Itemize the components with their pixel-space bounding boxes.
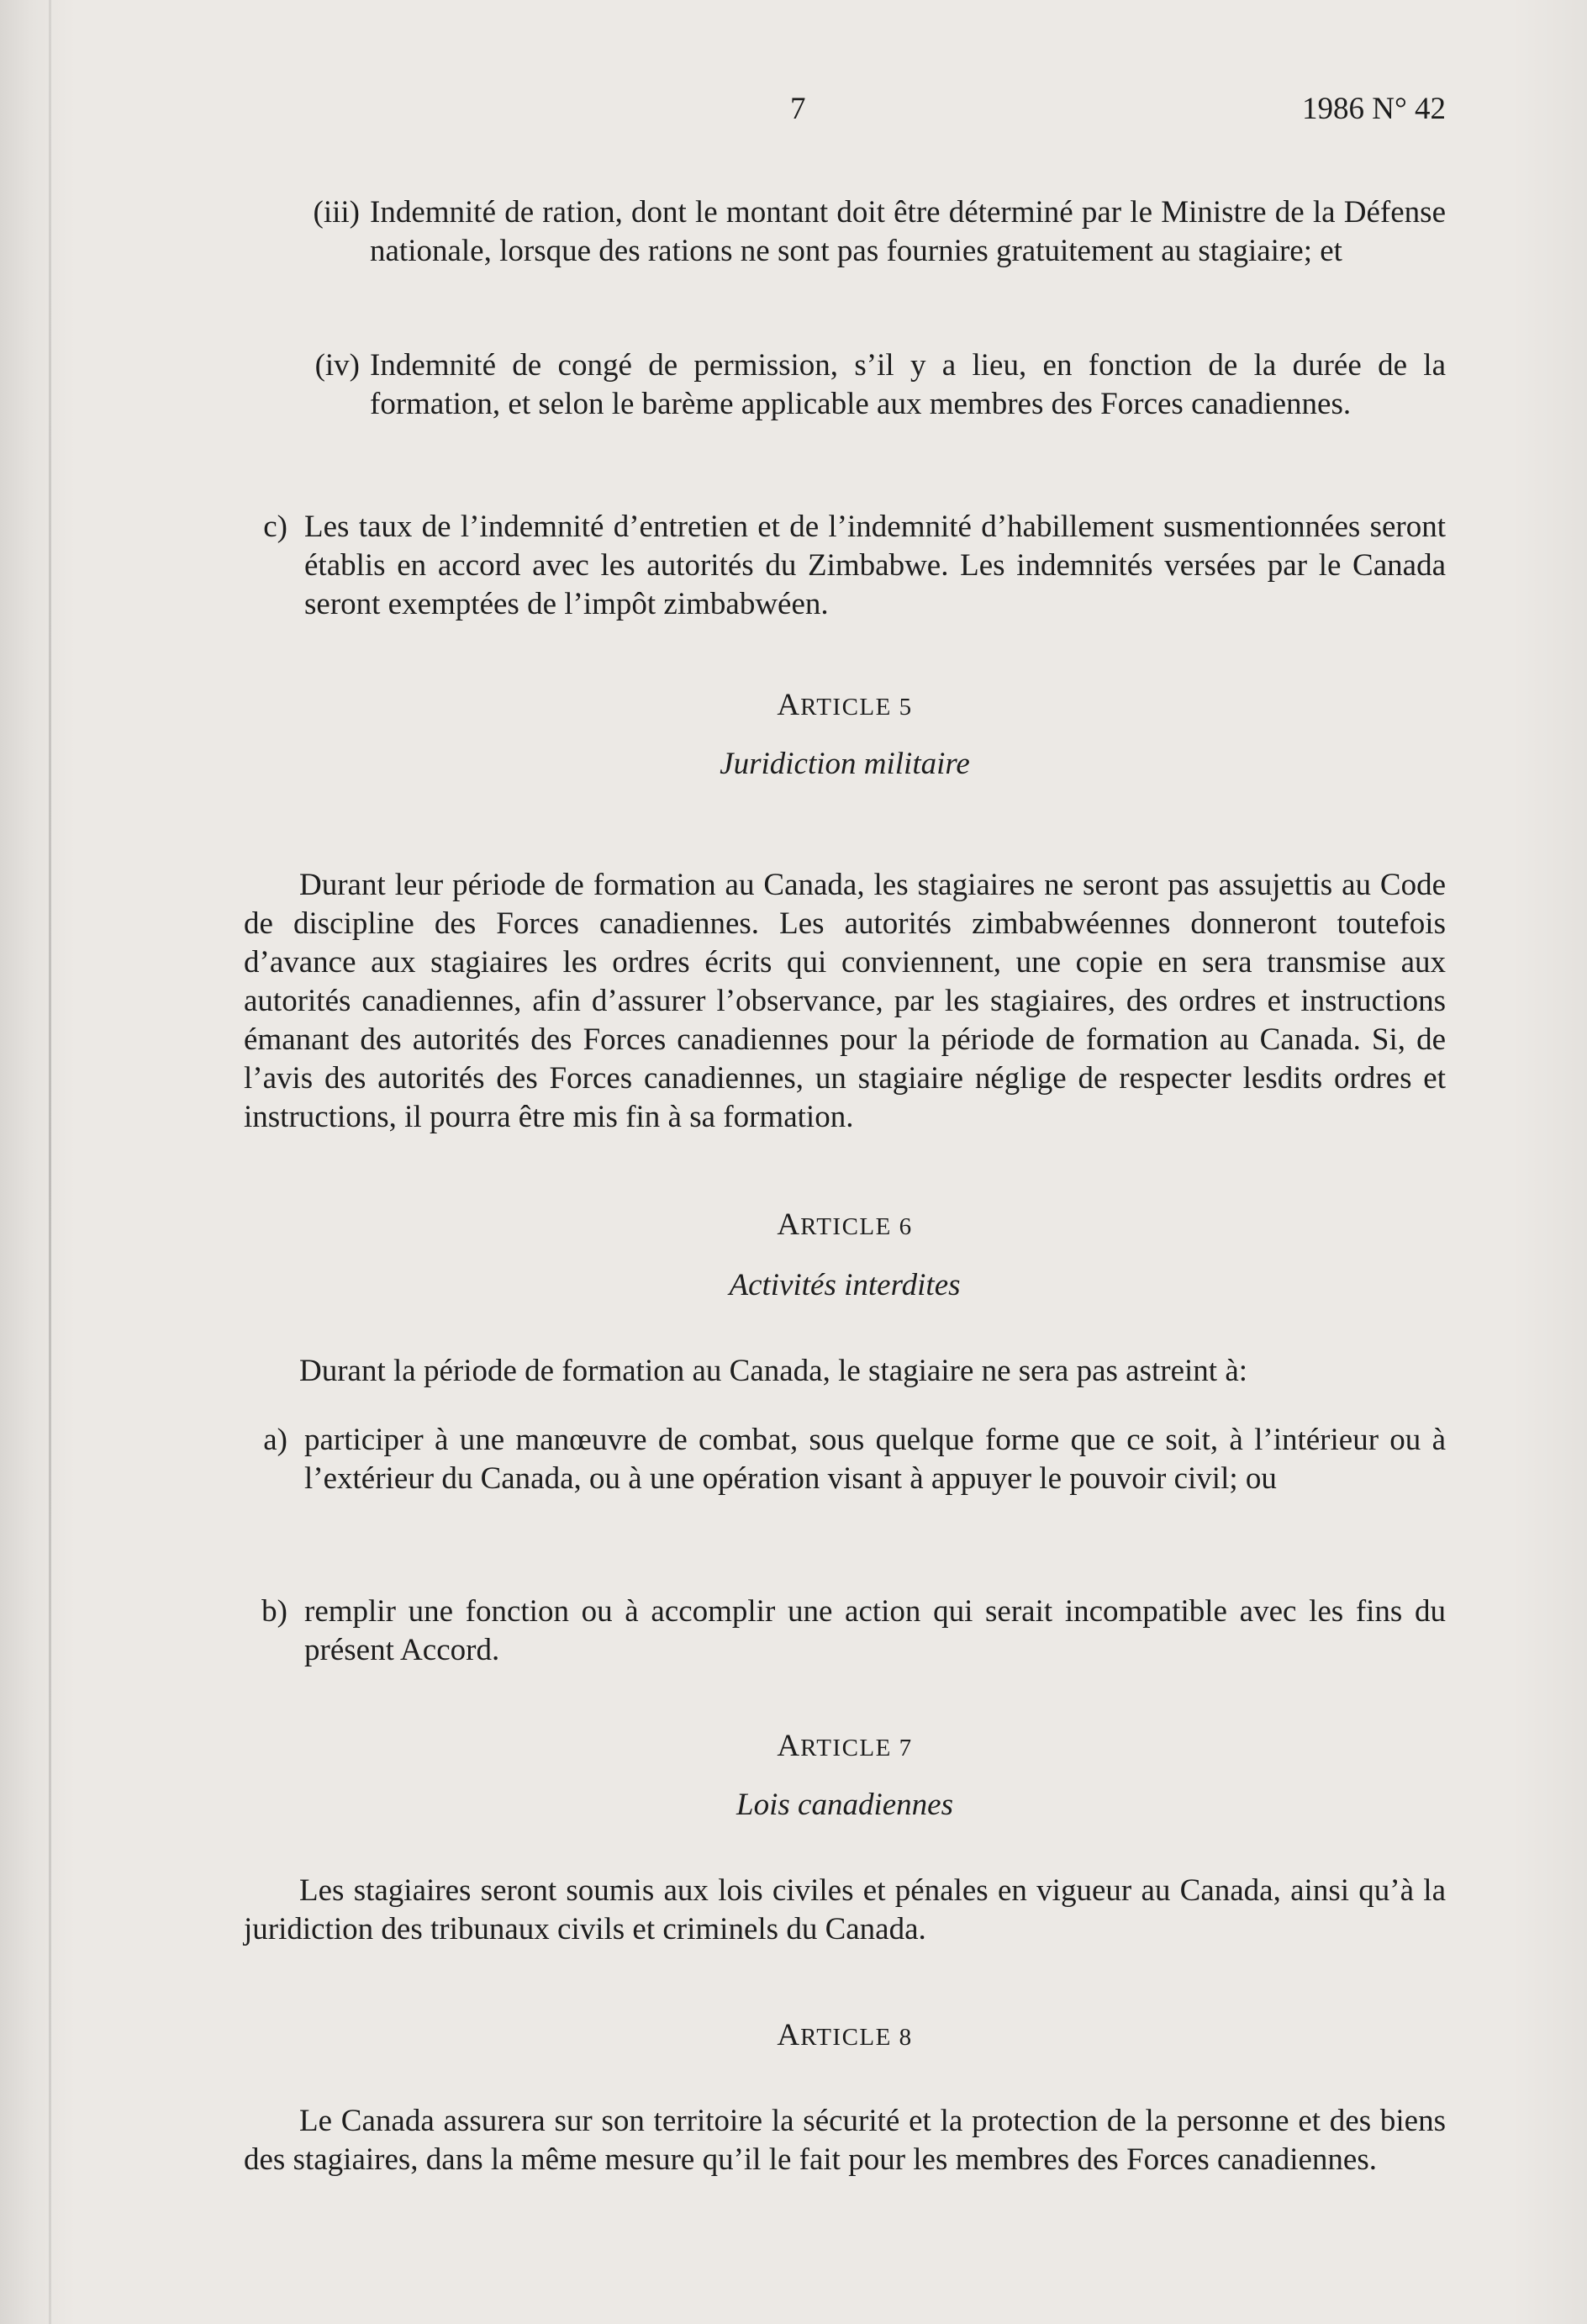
page-header: [244, 91, 1446, 133]
list-item-text: Les taux de l’indemnité d’entretien et de l’indemnité d’habillement susmentionnées seront établis en accord avec les autorités du Zimbabwe. Les indemnités versées par le Canada seront exemptées de l’impôt zimbabwéen.: [304, 510, 1446, 621]
list-item-label: c): [263, 510, 287, 544]
binding-gutter: [49, 0, 51, 2324]
document-reference: 1986 N° 42: [1301, 92, 1446, 126]
list-item-a: [244, 1421, 1446, 1498]
article-7-body: Les stagiaires seront soumis aux lois civiles et pénales en vigueur au Canada, ainsi qu’à la juridiction des tribunaux civils et criminels du Canada.: [244, 1873, 1446, 1946]
article-6-intro: Durant la période de formation au Canada, le stagiaire ne sera pas astreint à:: [299, 1354, 1248, 1388]
article-6-title: Activités interdites: [729, 1268, 961, 1302]
list-item-c: [244, 508, 1446, 624]
list-item-label: (iii): [313, 195, 360, 230]
list-item-iii: [303, 193, 1446, 271]
article-8-heading: ARTICLE 8: [777, 2018, 913, 2052]
article-7-heading: ARTICLE 7: [777, 1729, 913, 1763]
list-item-label: (iv): [314, 348, 360, 383]
article-5-heading: ARTICLE 5: [777, 688, 913, 722]
list-item-text: participer à une manœuvre de combat, sous quelque forme que ce soit, à l’intérieur ou à l’extérieur du Canada, ou à une opération visant à appuyer le pouvoir civil; ou: [304, 1423, 1446, 1496]
list-item-text: Indemnité de ration, dont le montant doit être déterminé par le Ministre de la Défense nationale, lorsque des rations ne sont pas fournies gratuitement au stagiaire; et: [370, 195, 1446, 268]
article-5-body: Durant leur période de formation au Canada, les stagiaires ne seront pas assujettis au Code de discipline des Forces canadiennes. Les autorités zimbabwéennes donneront toutefois d’avance aux stagiaires les ordres écrits qui conviennent, une copie en sera transmise aux autorités canadiennes, afin d’assurer l’observance, par les stagiaires, des ordres et instructions émanant des autorités des Forces canadiennes pour la période de formation au Canada. Si, de l’avis des autorités des Forces canadiennes, un stagiaire néglige de respecter lesdits ordres et instructions, il pourra être mis fin à sa formation.: [244, 868, 1446, 1134]
list-item-text: Indemnité de congé de permission, s’il y a lieu, en fonction de la durée de la formation, et selon le barème applicable aux membres des Forces canadiennes.: [370, 348, 1446, 421]
list-item-label: b): [261, 1594, 287, 1629]
article-7-title: Lois canadiennes: [736, 1788, 953, 1822]
list-item-label: a): [263, 1423, 287, 1457]
page-number: 7: [790, 92, 806, 126]
list-item-iv: [303, 346, 1446, 424]
article-8-body: Le Canada assurera sur son territoire la sécurité et la protection de la personne et des biens des stagiaires, dans la même mesure qu’il le fait pour les membres des Forces canadiennes.: [244, 2104, 1446, 2177]
article-6-heading: ARTICLE 6: [777, 1207, 913, 1242]
article-5-title: Juridiction militaire: [720, 747, 970, 781]
list-item-b: [244, 1592, 1446, 1670]
list-item-text: remplir une fonction ou à accomplir une action qui serait incompatible avec les fins du présent Accord.: [304, 1594, 1446, 1667]
